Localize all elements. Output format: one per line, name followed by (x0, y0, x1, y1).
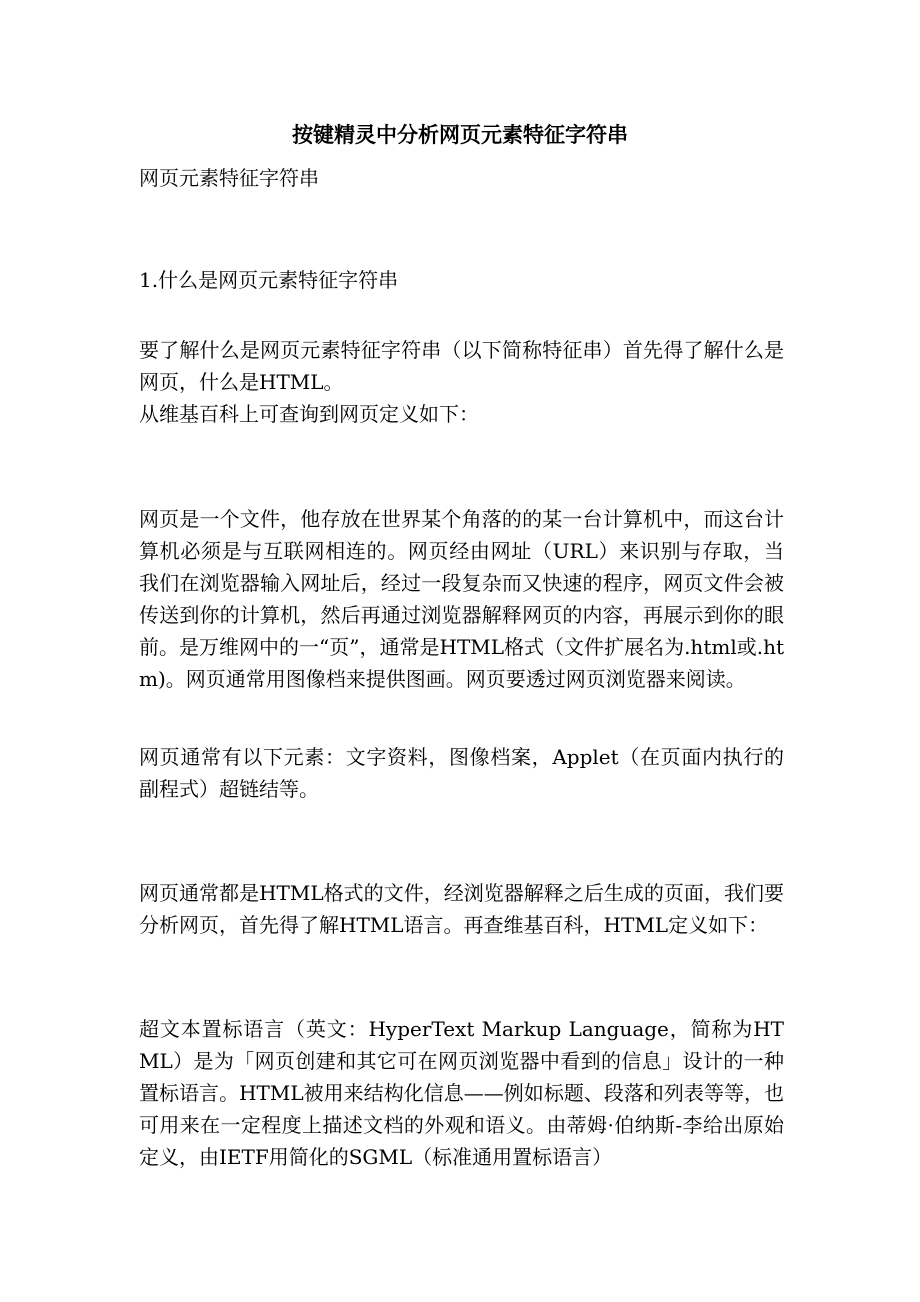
paragraph-wiki-lead: 从维基百科上可查询到网页定义如下： (139, 402, 479, 426)
section-heading: 1.什么是网页元素特征字符串 (139, 268, 399, 292)
paragraph-html-definition: 超文本置标语言（英文：HyperText Markup Language，简称为HTML）是为「网页创建和其它可在网页浏览器中看到的信息」设计的一种置标语言。HTML被用来结构化信息——例如标题、段落和列表等等，也可用来在一定程度上描述文档的外观和语义。由蒂姆·伯纳斯-李给出原始定义，由IETF用简化的SGML（标准通用置标语言） (139, 1017, 784, 1169)
paragraph-webpage-definition: 网页是一个文件，他存放在世界某个角落的的某一台计算机中，而这台计算机必须是与互联网相连的。网页经由网址（URL）来识别与存取，当我们在浏览器输入网址后，经过一段复杂而又快速的程序，网页文件会被传送到你的计算机，然后再通过浏览器解释网页的内容，再展示到你的眼前。是万维网中的一“页”，通常是HTML格式（文件扩展名为.html或.htm)。网页通常用图像档来提供图画。网页要透过网页浏览器来阅读。 (139, 507, 784, 691)
document-title: 按键精灵中分析网页元素特征字符串 (292, 122, 628, 147)
document-subtitle: 网页元素特征字符串 (139, 166, 319, 190)
paragraph-intro: 要了解什么是网页元素特征字符串（以下简称特征串）首先得了解什么是网页，什么是HTML。 (139, 338, 784, 394)
paragraph-html-lead: 网页通常都是HTML格式的文件，经浏览器解释之后生成的页面，我们要分析网页，首先得了解HTML语言。再查维基百科，HTML定义如下： (139, 881, 784, 937)
paragraph-webpage-elements: 网页通常有以下元素：文字资料，图像档案，Applet（在页面内执行的副程式）超链结等。 (139, 745, 784, 801)
